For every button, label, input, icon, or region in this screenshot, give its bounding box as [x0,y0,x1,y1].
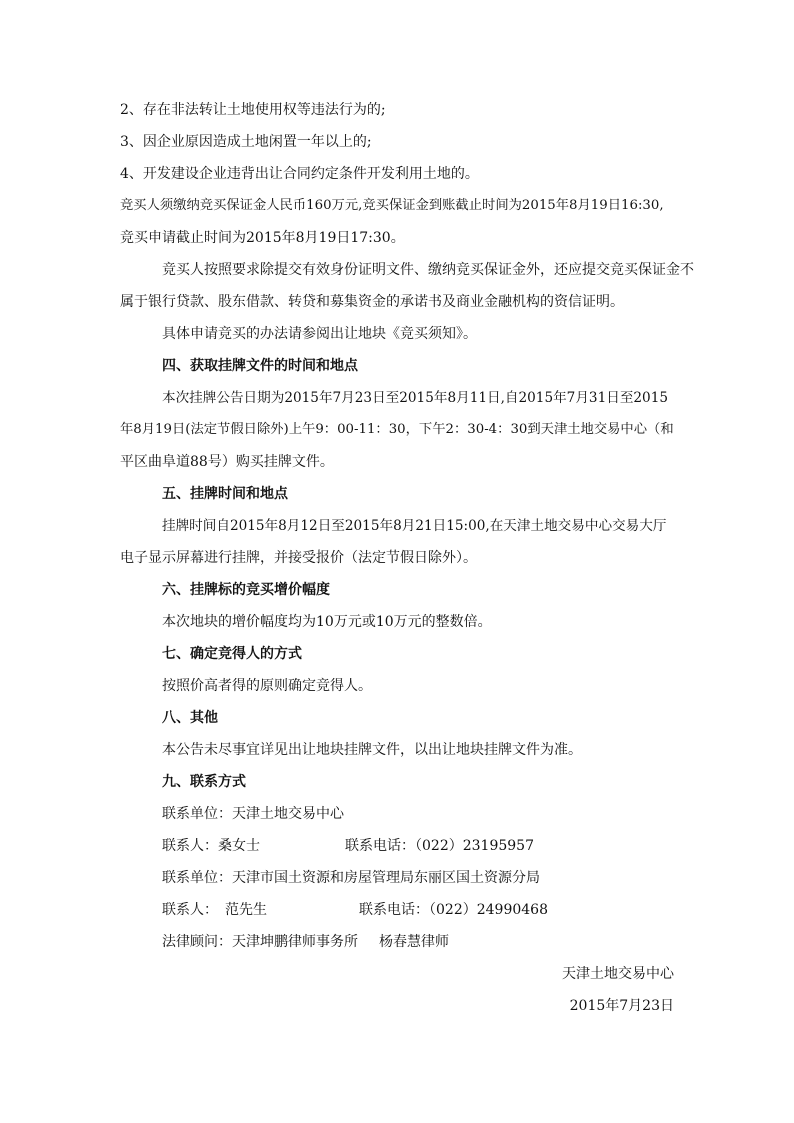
condition-3: 3、因企业原因造成土地闲置一年以上的; [120,134,372,150]
section-5-line-2: 电子显示屏幕进行挂牌，并接受报价（法定节假日除外）。 [120,550,477,566]
lawyer-name: 杨春慧律师 [379,934,449,950]
proof-line-2: 属于银行贷款、股东借款、转贷和募集资金的承诺书及商业金融机构的资信证明。 [120,294,624,310]
legal-advisor: 法律顾问：天津坤鹏律师事务所 [162,934,358,950]
contact-phone-1: 联系电话：（022）23195957 [345,838,534,854]
method-line: 具体申请竞买的办法请参阅出让地块《竞买须知》。 [162,326,477,342]
section-6-line-1: 本次地块的增价幅度均为10万元或10万元的整数倍。 [162,614,492,630]
section-4-title: 四、获取挂牌文件的时间和地点 [162,358,358,374]
section-6-title: 六、挂牌标的竞买增价幅度 [162,582,330,598]
contact-person-1: 联系人：桑女士 [162,838,260,854]
section-9-title: 九、联系方式 [162,774,246,790]
signature-date: 2015年7月23日 [569,998,674,1014]
proof-line-1: 竞买人按照要求除提交有效身份证明文件、缴纳竞买保证金外，还应提交竞买保证金不 [162,262,694,278]
condition-2: 2、存在非法转让土地使用权等违法行为的; [120,102,386,118]
contact-unit-2: 联系单位：天津市国土资源和房屋管理局东丽区国土资源分局 [162,870,540,886]
section-5-line-1: 挂牌时间自2015年8月12日至2015年8月21日15:00,在天津土地交易中心交易大厅 [162,518,667,534]
section-5-title: 五、挂牌时间和地点 [162,486,288,502]
section-4-line-1: 本次挂牌公告日期为2015年7月23日至2015年8月11日,自2015年7月31日至2015 [162,390,669,406]
section-7-line-1: 按照价高者得的原则确定竞得人。 [162,678,372,694]
signature-org: 天津土地交易中心 [562,966,674,982]
deposit-line-1: 竞买人须缴纳竞买保证金人民币160万元,竞买保证金到账截止时间为2015年8月19日16:30, [120,198,664,213]
deposit-line-2: 竞买申请截止时间为2015年8月19日17:30。 [120,230,405,246]
section-4-line-3: 平区曲阜道88号）购买挂牌文件。 [120,454,334,470]
section-4-line-2: 年8月19日(法定节假日除外)上午9：00-11：30，下午2：30-4：30到天津土地交易中心（和 [120,422,674,437]
contact-person-2: 联系人： 范先生 [162,902,267,918]
condition-4: 4、开发建设企业违背出让合同约定条件开发利用土地的。 [120,166,479,182]
section-7-title: 七、确定竞得人的方式 [162,646,302,662]
contact-unit-1: 联系单位：天津土地交易中心 [162,806,344,822]
section-8-title: 八、其他 [162,710,218,726]
contact-phone-2: 联系电话：（022）24990468 [359,902,548,918]
section-8-line-1: 本公告未尽事宜详见出让地块挂牌文件，以出让地块挂牌文件为准。 [162,742,582,758]
